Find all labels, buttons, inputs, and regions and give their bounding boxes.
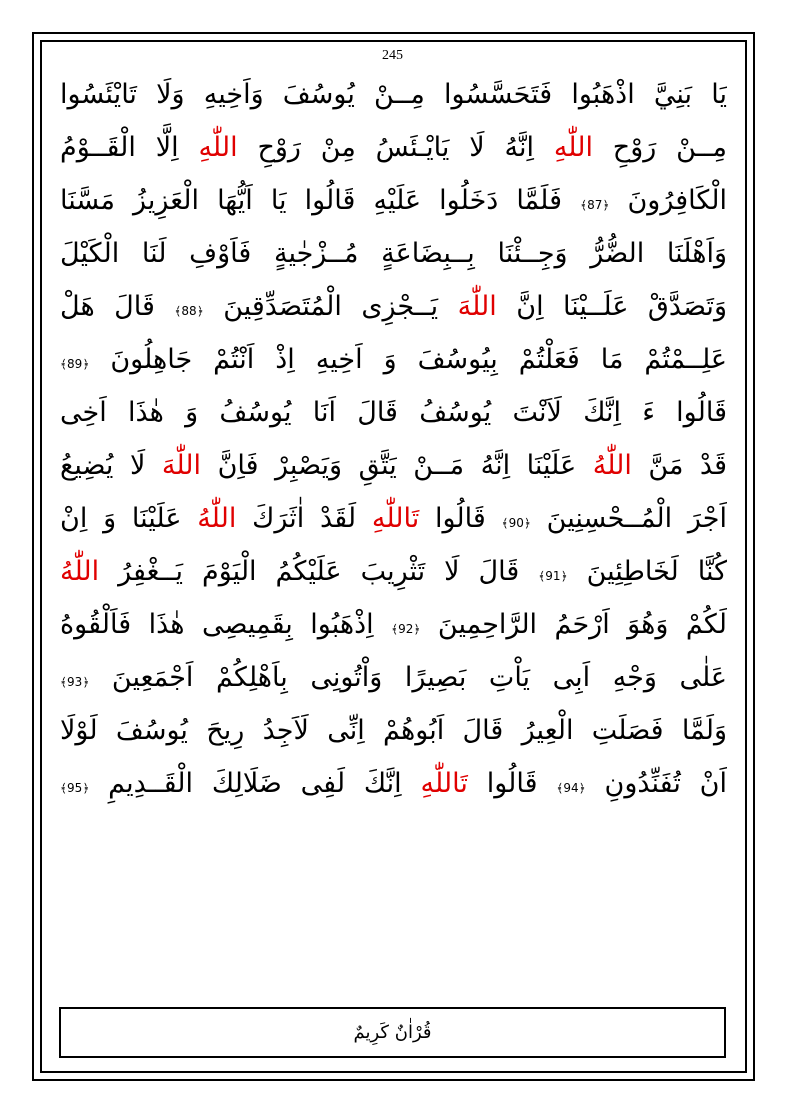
ayah-number: ﴿93﴾ <box>60 675 90 689</box>
ayah-line <box>60 174 727 227</box>
line-text: يَا بَنِيَّ اذْهَبُوا فَتَحَسَّسُوا مِــنْ يُوسُفَ وَاَخِيهِ وَلَا تَايْئَسُوا <box>60 79 727 110</box>
ayah-number: ﴿91﴾ <box>538 569 568 583</box>
line-text: يَــجْزِى الْمُتَصَدِّقِينَ <box>203 291 458 322</box>
line-text: قَالَ هَلْ <box>60 291 175 322</box>
line-text: لَقَدْ اٰثَرَكَ <box>236 503 372 534</box>
ayah-number: ﴿87﴾ <box>580 198 610 212</box>
ayah-line <box>60 121 727 174</box>
ayah-line <box>60 651 727 704</box>
divine-name: اللّٰهَ <box>161 450 202 481</box>
ayah-line <box>60 439 727 492</box>
line-text: اِنَّهُ لَا يَايْـئَسُ مِنْ رَوْحِ <box>237 132 554 163</box>
line-text: لَا يُضِيعُ <box>60 450 162 481</box>
line-text: قَالُوا ءَ اِنَّكَ لَاَنْتَ يُوسُفُ قَالَ اَنَا يُوسُفُ وَ هٰذَا اَخِى <box>60 397 727 428</box>
line-text: وَتَصَدَّقْ عَلَــيْنَا اِنَّ <box>496 291 727 322</box>
divine-name: اللّٰهِ <box>198 132 238 163</box>
ayah-line <box>60 492 727 545</box>
ayah-line <box>60 280 727 333</box>
ayah-line <box>60 68 727 121</box>
ayah-line <box>60 598 727 651</box>
line-text: اَجْرَ الْمُــحْسِنِينَ <box>530 503 727 534</box>
ayah-line <box>60 545 727 598</box>
page-number: 245 <box>382 48 403 63</box>
ayah-line <box>60 704 727 757</box>
ayah-line <box>60 333 727 386</box>
divine-name: اللّٰهِ <box>553 132 593 163</box>
ayah-number: ﴿95﴾ <box>60 781 90 795</box>
quran-text-block <box>60 68 727 810</box>
ayah-number: ﴿94﴾ <box>556 781 586 795</box>
line-text: قَالَ لَا تَثْرِيبَ عَلَيْكُمُ الْيَوْمَ يَــغْفِرُ <box>99 556 539 587</box>
line-text: لَكُمْ وَهُوَ اَرْحَمُ الرَّاحِمِينَ <box>420 609 727 640</box>
footer-title: قُرْاٰنٌ كَرِيمٌ <box>353 1022 432 1043</box>
line-text: اَنْ تُفَنِّدُونِ <box>585 768 727 799</box>
line-text: وَلَمَّا فَصَلَتِ الْعِيرُ قَالَ اَبُوهُمْ اِنِّى لَاَجِدُ رِيحَ يُوسُفَ لَوْلَا <box>60 715 727 746</box>
line-text: وَاَهْلَنَا الضُّرُّ وَجِــئْنَا بِــبِضَاعَةٍ مُــزْجٰيةٍ فَاَوْفِ لَنَا الْكَيْلَ <box>60 238 727 269</box>
line-text: كُنَّا لَخَاطِئِينَ <box>567 556 727 587</box>
ayah-number: ﴿92﴾ <box>391 622 421 636</box>
ayah-line <box>60 757 727 810</box>
footer-box <box>59 1007 726 1058</box>
line-text: عَلَيْنَا وَ اِنْ <box>60 503 198 534</box>
line-text: عَلِــمْتُمْ مَا فَعَلْتُمْ بِيُوسُفَ وَ اَخِيهِ اِذْ اَنْتُمْ جَاهِلُونَ <box>89 344 727 375</box>
line-text: اِنَّكَ لَفِى ضَلَالِكَ الْقَــدِيمِ <box>89 768 421 799</box>
line-text: اِلَّا الْقَــوْمُ <box>60 132 199 163</box>
divine-name: اللّٰهَ <box>457 291 497 322</box>
divine-name: اللّٰهُ <box>592 450 632 481</box>
ayah-number: ﴿88﴾ <box>174 304 204 318</box>
line-text: قَالُوا <box>467 768 557 799</box>
line-text: عَلٰى وَجْهِ اَبِى يَاْتِ بَصِيرًا وَاْتُونِى بِاَهْلِكُمْ اَجْمَعِينَ <box>89 662 727 693</box>
ayah-line <box>60 386 727 439</box>
line-text: اِذْهَبُوا بِقَمِيصِى هٰذَا فَاَلْقُوهُ <box>60 609 392 640</box>
line-text: الْكَافِرُونَ <box>609 185 727 216</box>
ayah-number: ﴿90﴾ <box>501 516 531 530</box>
divine-name: تَاللّٰهِ <box>420 768 468 799</box>
line-text: قَالُوا <box>419 503 502 534</box>
divine-name: اللّٰهُ <box>197 503 237 534</box>
line-text: مِــنْ رَوْحِ <box>592 132 727 163</box>
line-text: فَلَمَّا دَخَلُوا عَلَيْهِ قَالُوا يَا اَيُّهَا الْعَزِيزُ مَسَّنَا <box>60 185 581 216</box>
ayah-line <box>60 227 727 280</box>
line-text: عَلَيْنَا اِنَّهُ مَــنْ يَتَّقِ وَيَصْبِرْ فَاِنَّ <box>201 450 593 481</box>
divine-name: تَاللّٰهِ <box>371 503 420 534</box>
line-text: قَدْ مَنَّ <box>631 450 727 481</box>
divine-name: اللّٰهُ <box>60 556 100 587</box>
ayah-number: ﴿89﴾ <box>60 357 90 371</box>
